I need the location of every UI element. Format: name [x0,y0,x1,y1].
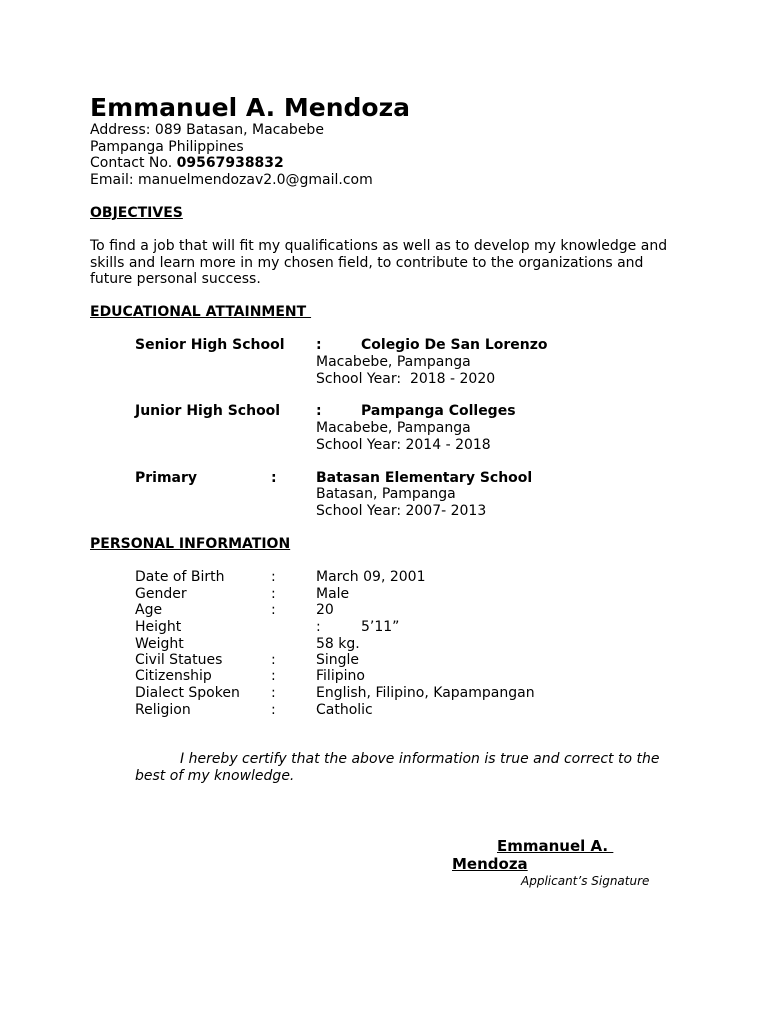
objectives-heading: OBJECTIVES [90,205,183,221]
address-line-1: Address: 089 Batasan, Macabebe [90,122,324,138]
personal-label-civil-status: Civil Statues [135,652,223,668]
objectives-line-3: future personal success. [90,271,261,287]
signature-name-line-1: Emmanuel A. [497,837,614,855]
personal-value-gender: Male [316,586,350,602]
personal-label-age: Age [135,602,163,618]
objectives-line-2: skills and learn more in my chosen field, to contribute to the organizations and [90,255,644,271]
personal-value-age: 20 [316,602,334,618]
education-colon: : [271,470,277,486]
personal-label-religion: Religion [135,702,191,718]
personal-value-religion: Catholic [316,702,373,718]
education-year-primary: School Year: 2007- 2013 [316,503,487,519]
education-location-junior-high: Macabebe, Pampanga [316,420,471,436]
email-line: Email: manuelmendozav2.0@gmail.com [90,172,373,188]
contact-label: Contact No. [90,155,177,171]
personal-value-date-of-birth: March 09, 2001 [316,569,426,585]
contact-number: 09567938832 [176,155,284,171]
personal-colon: : [271,652,276,668]
personal-value-civil-status: Single [316,652,360,668]
objectives-line-1: To find a job that will fit my qualifications as well as to develop my knowledge and [90,238,668,254]
education-location-primary: Batasan, Pampanga [316,486,456,502]
personal-colon: : [271,569,276,585]
personal-label-height: Height [135,619,182,635]
applicant-name: Emmanuel A. Mendoza [90,93,411,122]
personal-value-weight: 58 kg. [316,636,360,652]
personal-label-citizenship: Citizenship [135,668,212,684]
personal-colon: : [271,602,276,618]
education-heading: EDUCATIONAL ATTAINMENT [90,304,312,320]
education-colon: : [316,337,322,353]
education-colon: : [316,403,322,419]
certification-line-1: I hereby certify that the above information is true and correct to the [180,751,660,767]
personal-colon: : [271,702,276,718]
contact-line [90,155,284,172]
address-line-2: Pampanga Philippines [90,139,244,155]
education-location-senior-high: Macabebe, Pampanga [316,354,471,370]
education-level-senior-high: Senior High School [135,337,285,353]
education-school-senior-high: Colegio De San Lorenzo [361,337,548,353]
personal-info-heading: PERSONAL INFORMATION [90,536,291,552]
certification-line-2: best of my knowledge. [135,768,295,784]
education-year-senior-high: School Year: 2018 - 2020 [316,371,496,387]
personal-colon: : [271,668,276,684]
education-level-primary: Primary [135,470,198,486]
personal-colon: : [316,619,321,635]
personal-colon: : [271,685,276,701]
education-school-junior-high: Pampanga Colleges [361,403,516,419]
education-year-junior-high: School Year: 2014 - 2018 [316,437,491,453]
education-school-primary: Batasan Elementary School [316,470,533,486]
personal-value-citizenship: Filipino [316,668,365,684]
personal-label-weight: Weight [135,636,184,652]
personal-colon: : [271,586,276,602]
personal-value-dialect: English, Filipino, Kapampangan [316,685,535,701]
personal-label-date-of-birth: Date of Birth [135,569,225,585]
personal-value-height: 5’11” [361,619,400,635]
signature-name-line-2: Mendoza [452,855,528,873]
education-level-junior-high: Junior High School [135,403,281,419]
signature-caption: Applicant’s Signature [521,874,650,888]
personal-label-dialect: Dialect Spoken [135,685,240,701]
personal-label-gender: Gender [135,586,187,602]
